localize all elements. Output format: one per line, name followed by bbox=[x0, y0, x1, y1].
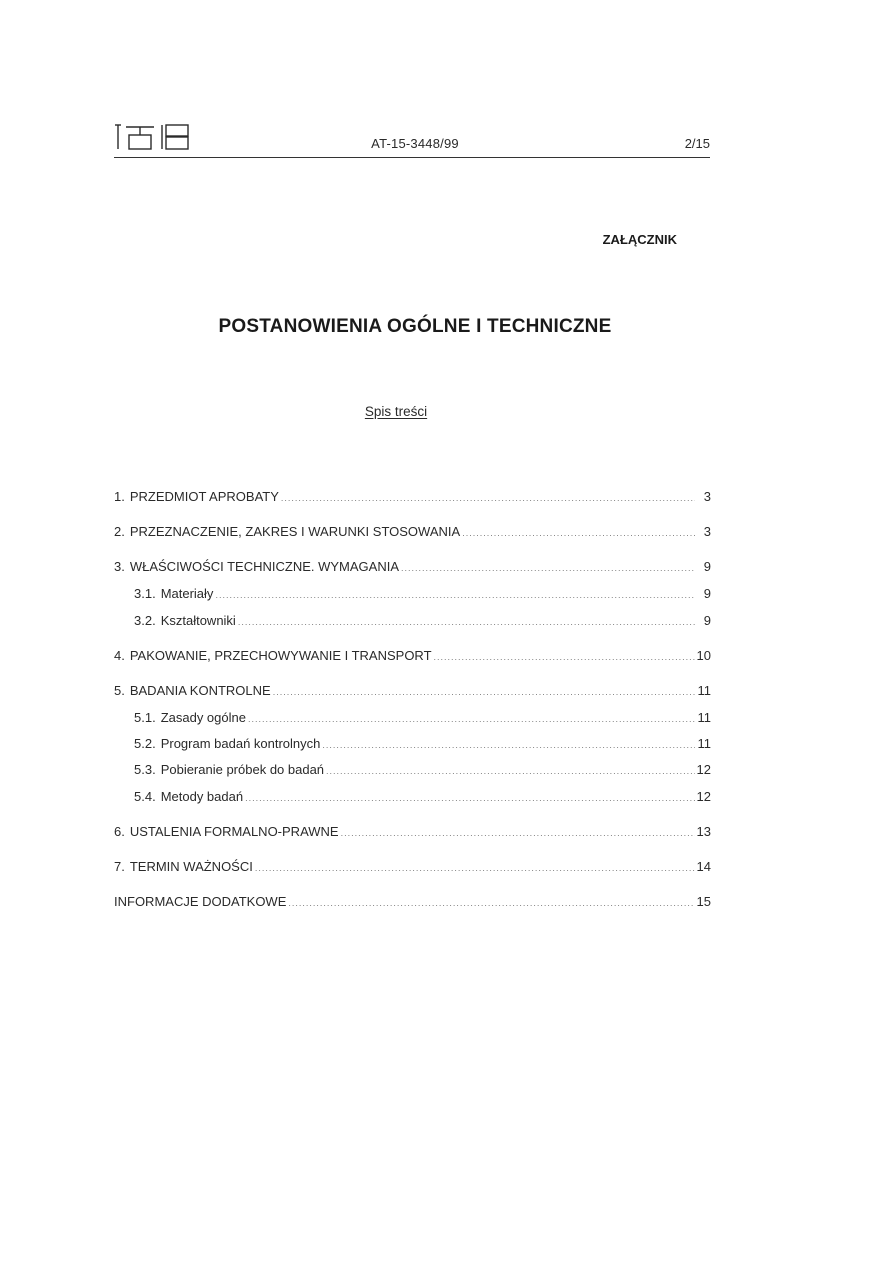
itb-logo-icon bbox=[114, 123, 192, 151]
toc-subentry[interactable] bbox=[134, 789, 711, 807]
toc-entry-page: 11 bbox=[697, 710, 711, 725]
toc-subentry[interactable] bbox=[134, 710, 711, 728]
toc-entry-number: 6. bbox=[114, 824, 125, 839]
toc-entry-number: 3.2. bbox=[134, 613, 156, 628]
toc-entry-page: 3 bbox=[703, 489, 711, 504]
toc-leader bbox=[462, 528, 695, 538]
toc-entry-page: 3 bbox=[703, 524, 711, 539]
toc-leader bbox=[248, 714, 695, 724]
toc-leader bbox=[255, 863, 695, 873]
toc-entry-number: 5. bbox=[114, 683, 125, 698]
toc-entry-label: Program badań kontrolnych bbox=[160, 736, 321, 751]
toc-leader bbox=[245, 793, 694, 803]
toc-entry-number: 2. bbox=[114, 524, 125, 539]
toc-entry[interactable] bbox=[114, 648, 711, 666]
toc-entry-label: USTALENIA FORMALNO-PRAWNE bbox=[129, 824, 339, 839]
toc-entry-page: 9 bbox=[703, 586, 711, 601]
toc-entry-label: Materiały bbox=[160, 586, 214, 601]
document-number: AT-15-3448/99 bbox=[371, 136, 459, 151]
toc-entry-page: 11 bbox=[697, 683, 711, 698]
toc-entry[interactable] bbox=[114, 824, 711, 842]
toc-entry-page: 9 bbox=[703, 613, 711, 628]
toc-entry[interactable] bbox=[114, 559, 711, 577]
toc-leader bbox=[273, 687, 695, 697]
toc-entry-number: 5.3. bbox=[134, 762, 156, 777]
toc-leader bbox=[215, 590, 695, 600]
toc-entry-label: Kształtowniki bbox=[160, 613, 236, 628]
toc-entry[interactable] bbox=[114, 894, 711, 912]
page-number: 2/15 bbox=[684, 136, 710, 151]
page-title: POSTANOWIENIA OGÓLNE I TECHNICZNE bbox=[218, 316, 612, 337]
toc-entry-label: Zasady ogólne bbox=[160, 710, 246, 725]
toc-entry-label: WŁAŚCIWOŚCI TECHNICZNE. WYMAGANIA bbox=[129, 559, 400, 574]
attachment-label: ZAŁĄCZNIK bbox=[602, 232, 677, 247]
toc-entry-label: PRZEDMIOT APROBATY bbox=[129, 489, 279, 504]
toc-subentry[interactable] bbox=[134, 736, 711, 754]
toc-entry-number: 5.2. bbox=[134, 736, 156, 751]
toc-entry-number: 5.1. bbox=[134, 710, 156, 725]
toc-entry-number: 5.4. bbox=[134, 789, 156, 804]
toc-leader bbox=[434, 652, 695, 662]
header-divider bbox=[114, 157, 710, 158]
toc-entry-page: 10 bbox=[696, 648, 711, 663]
toc-entry-page: 11 bbox=[697, 736, 711, 751]
toc-leader bbox=[288, 898, 694, 908]
toc-entry-number: 3. bbox=[114, 559, 125, 574]
toc-leader bbox=[322, 740, 695, 750]
toc-entry[interactable] bbox=[114, 489, 711, 507]
toc-leader bbox=[341, 828, 695, 838]
toc-leader bbox=[401, 563, 695, 573]
toc-entry[interactable] bbox=[114, 524, 711, 542]
toc-entry-number: 3.1. bbox=[134, 586, 156, 601]
toc-entry-page: 15 bbox=[696, 894, 711, 909]
toc-subentry[interactable] bbox=[134, 613, 711, 631]
toc-leader bbox=[326, 766, 694, 776]
toc-entry-page: 13 bbox=[696, 824, 711, 839]
toc-entry[interactable] bbox=[114, 859, 711, 877]
toc-subentry[interactable] bbox=[134, 762, 711, 780]
toc-entry-page: 14 bbox=[696, 859, 711, 874]
toc-entry-page: 12 bbox=[696, 789, 711, 804]
toc-entry-number: 1. bbox=[114, 489, 125, 504]
toc-entry-number: 4. bbox=[114, 648, 125, 663]
toc-entry-label: INFORMACJE DODATKOWE bbox=[114, 894, 287, 909]
toc-leader bbox=[238, 617, 695, 627]
toc-heading: Spis treści bbox=[364, 404, 428, 419]
toc-entry-label: TERMIN WAŻNOŚCI bbox=[129, 859, 253, 874]
toc-entry-label: Metody badań bbox=[160, 789, 244, 804]
toc-entry-label: Pobieranie próbek do badań bbox=[160, 762, 325, 777]
toc-leader bbox=[281, 493, 695, 503]
toc-entry-page: 9 bbox=[703, 559, 711, 574]
toc-entry-label: BADANIA KONTROLNE bbox=[129, 683, 271, 698]
toc-subentry[interactable] bbox=[134, 586, 711, 604]
toc-entry-label: PAKOWANIE, PRZECHOWYWANIE I TRANSPORT bbox=[129, 648, 432, 663]
toc-entry-number: 7. bbox=[114, 859, 125, 874]
toc-entry-label: PRZEZNACZENIE, ZAKRES I WARUNKI STOSOWANIA bbox=[129, 524, 461, 539]
toc-entry-page: 12 bbox=[696, 762, 711, 777]
toc-entry[interactable] bbox=[114, 683, 711, 701]
